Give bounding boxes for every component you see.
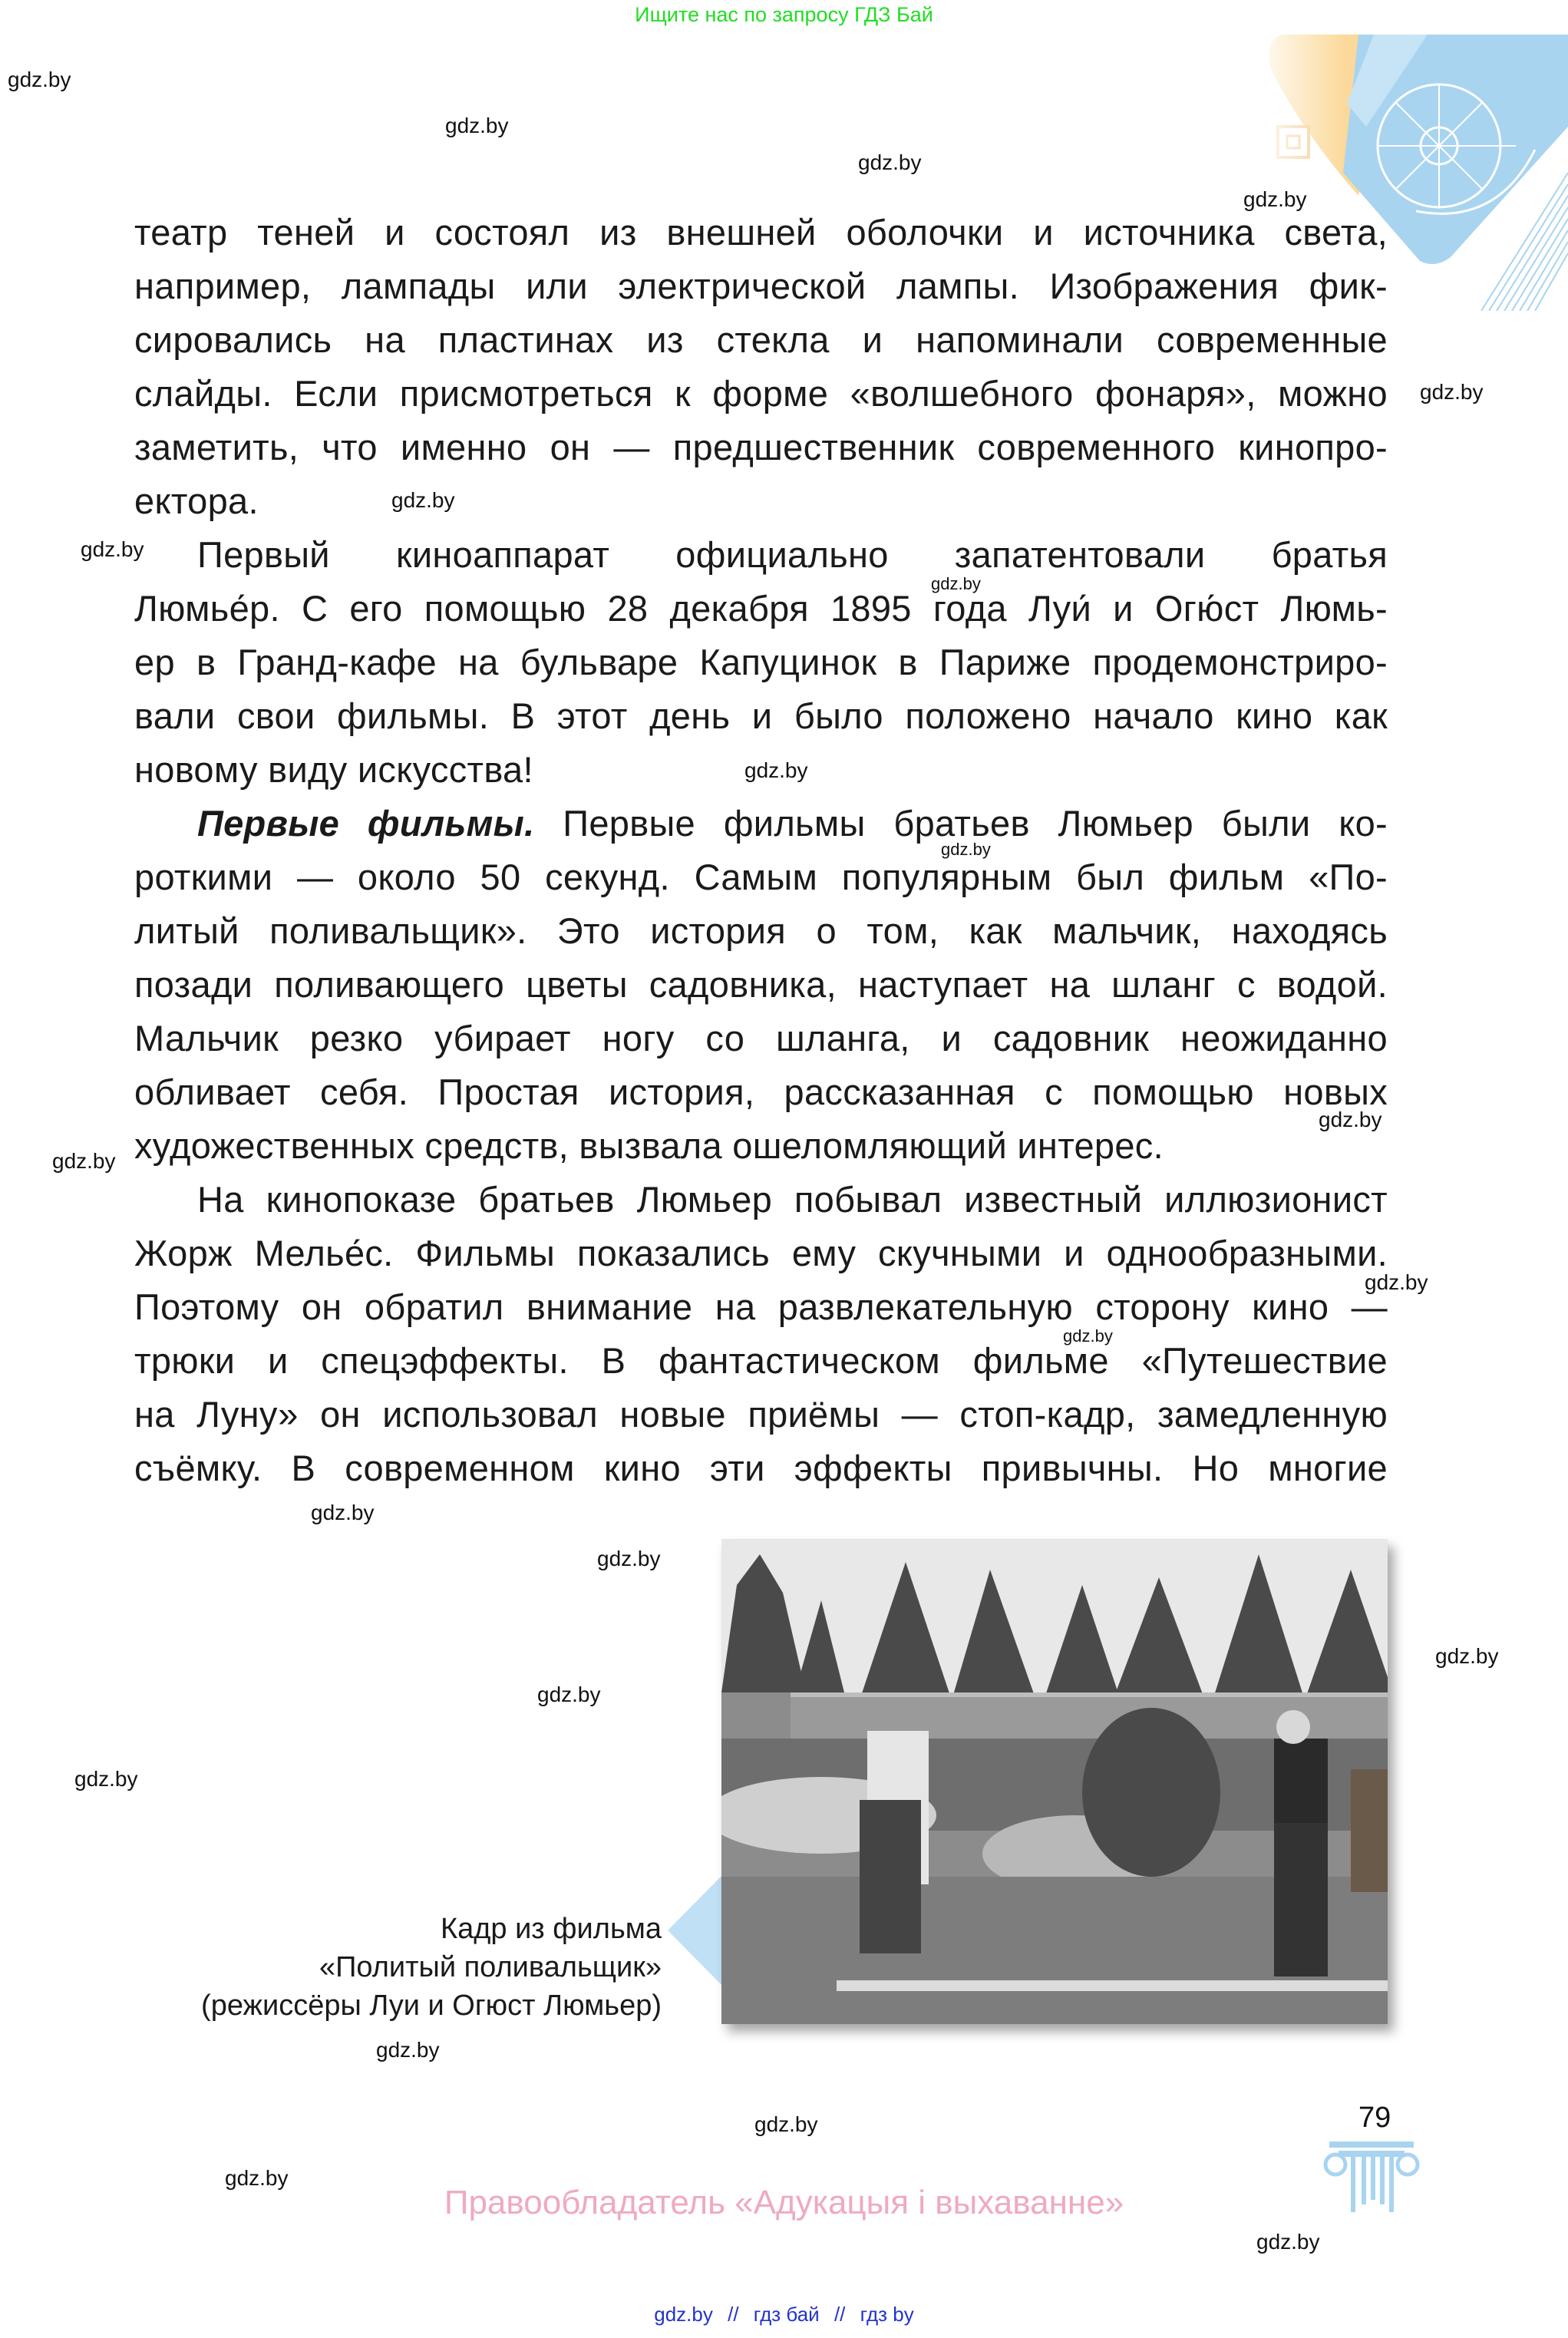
- text-line: [134, 797, 1388, 850]
- watermark: gdz.by: [376, 2038, 440, 2062]
- watermark: gdz.by: [74, 1767, 138, 1791]
- watermark: gdz.by: [1319, 1108, 1382, 1131]
- paragraph-first-films: [134, 797, 1388, 1173]
- text-line: вали свои фильмы. В этот день и было положено начало кино как: [134, 695, 1388, 736]
- watermark: gdz.by: [858, 150, 922, 174]
- watermark: gdz.by: [8, 68, 71, 91]
- caption-pointer-icon: [668, 1873, 725, 1988]
- paragraph-melies: [134, 1173, 1388, 1495]
- copyright-notice: Правообладатель «Адукацыя і выхаванне»: [444, 2184, 1124, 2221]
- watermark: gdz.by: [445, 114, 509, 137]
- text-line: обливает себя. Простая история, рассказанная с помощью новых: [134, 1072, 1388, 1112]
- text-line: трюки и спецэффекты. В фантастическом фильме «Путешествие: [134, 1340, 1388, 1381]
- text-line: театр теней и состоял из внешней оболочки и источника света,: [134, 212, 1388, 253]
- text-line: литый поливальщик». Это история о том, как мальчик, находясь: [134, 910, 1388, 951]
- watermark: gdz.by: [81, 537, 144, 561]
- top-search-banner: Ищите нас по запросу ГДЗ Бай: [635, 3, 933, 26]
- text-line: заметить, что именно он — предшественник современного кинопро-: [134, 427, 1388, 467]
- link-separator: //: [728, 2303, 739, 2326]
- page-number: 79: [1358, 2102, 1391, 2134]
- text-line: ер в Гранд-кафе на бульваре Капуцинок в Париже продемонстриро-: [134, 642, 1388, 682]
- article-body: [134, 206, 1388, 1495]
- caption-line: Кадр из фильма: [440, 1913, 662, 1945]
- watermark: gdz.by: [225, 2166, 289, 2190]
- watermark: gdz.by: [744, 758, 808, 782]
- text-line: на Луну» он использовал новые приёмы — стоп-кадр, замедленную: [134, 1394, 1388, 1435]
- text-line: Первый киноаппарат официально запатентовали братья: [197, 534, 1388, 575]
- film-still-image: [721, 1539, 1388, 2024]
- paragraph-magic-lantern: [134, 206, 1388, 528]
- bottom-links: [0, 2303, 1568, 2326]
- watermark: gdz.by: [1256, 2230, 1320, 2254]
- text-line: Поэтому он обратил внимание на развлекательную сторону кино —: [134, 1286, 1388, 1327]
- text-line: Люмье́р. С его помощью 28 декабря 1895 года Луи́ и Огю́ст Люмь-: [134, 588, 1388, 629]
- text-line: например, лампады или электрической лампы. Изображения фик-: [134, 266, 1388, 306]
- watermark: gdz.by: [391, 488, 455, 512]
- text-line: слайды. Если присмотреться к форме «волшебного фонаря», можно: [134, 373, 1388, 414]
- text-line: Жорж Мелье́с. Фильмы показались ему скучными и однообразными.: [134, 1233, 1388, 1273]
- watermark: gdz.by: [597, 1547, 661, 1570]
- watermark: gdz.by: [537, 1683, 601, 1706]
- watermark: gdz.by: [52, 1149, 116, 1173]
- text-line: новому виду искусства!: [134, 749, 533, 790]
- paragraph-lumiere-patent: [134, 528, 1388, 797]
- watermark: gdz.by: [1420, 380, 1484, 404]
- text-line: роткими — около 50 секунд. Самым популярным был фильм «По-: [134, 857, 1388, 897]
- link-gdz-by[interactable]: gdz.by: [654, 2303, 713, 2326]
- text-line: Мальчик резко убирает ногу со шланга, и садовник неожиданно: [134, 1018, 1388, 1058]
- text-line: ектора.: [134, 480, 259, 521]
- watermark: gdz.by: [754, 2112, 818, 2136]
- link-separator: //: [834, 2303, 846, 2326]
- watermark: gdz.by: [931, 574, 981, 593]
- watermark: gdz.by: [1063, 1326, 1113, 1346]
- text-fragment: Первые фильмы братьев Люмьер были ко-: [534, 803, 1388, 844]
- text-line: художественных средств, вызвала ошеломляющий интерес.: [134, 1125, 1164, 1166]
- watermark: gdz.by: [1435, 1644, 1499, 1668]
- text-line: На кинопоказе братьев Люмьер побывал известный иллюзионист: [197, 1179, 1388, 1220]
- watermark: gdz.by: [941, 840, 991, 859]
- link-gdz-by-cyr[interactable]: гдз by: [860, 2303, 914, 2326]
- link-gdz-bai[interactable]: гдз бай: [753, 2303, 820, 2326]
- caption-line: «Политый поливальщик»: [319, 1951, 662, 1983]
- watermark: gdz.by: [1365, 1270, 1428, 1294]
- text-line: позади поливающего цветы садовника, наступает на шланг с водой.: [134, 964, 1388, 1005]
- watermark: gdz.by: [311, 1501, 375, 1524]
- section-heading: Первые фильмы.: [197, 803, 535, 844]
- caption-line: (режиссёры Луи и Огюст Люмьер): [201, 1990, 662, 2022]
- watermark: gdz.by: [1243, 187, 1307, 211]
- text-line: сировались на пластинах из стекла и напоминали современные: [134, 319, 1388, 360]
- figure-caption: [115, 1910, 662, 2025]
- text-line: съёмку. В современном кино эти эффекты привычны. Но многие: [134, 1448, 1388, 1488]
